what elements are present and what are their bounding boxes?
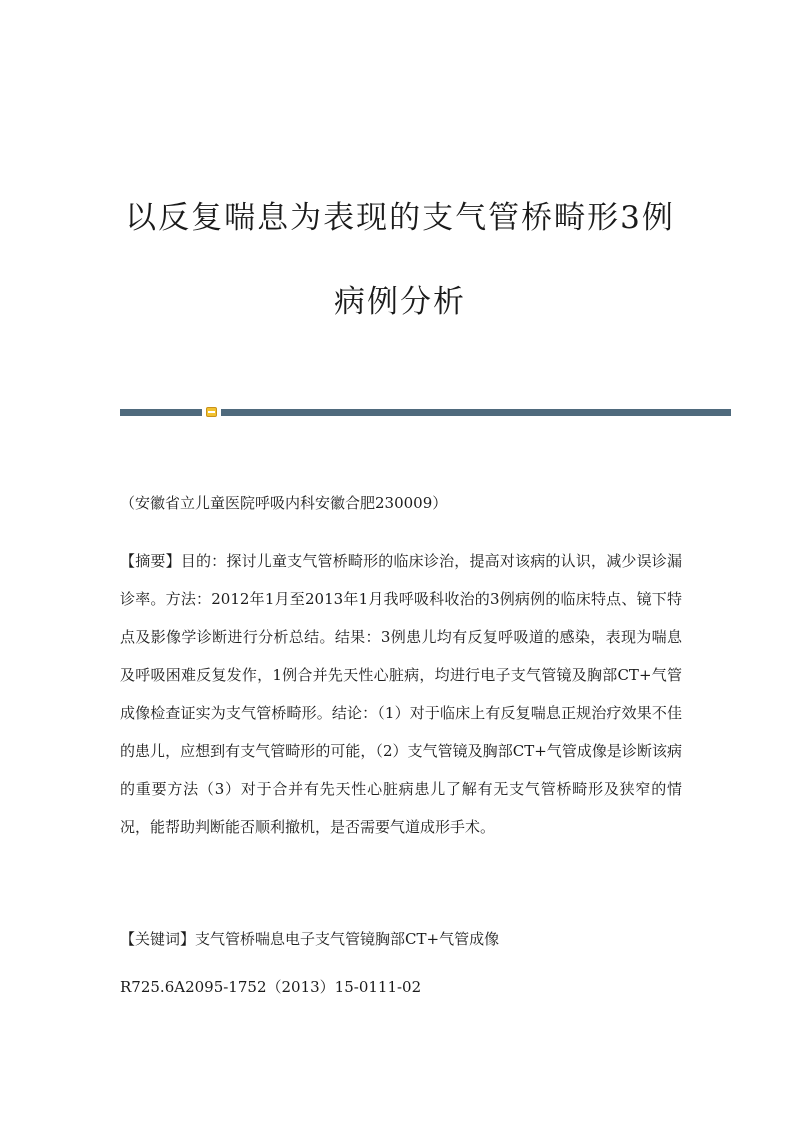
paper-title-line-1: 以反复喘息为表现的支气管桥畸形3例 — [125, 200, 675, 236]
title-divider — [120, 409, 731, 416]
abstract-label: 【摘要】 — [120, 552, 181, 570]
paper-title-line-2: 病例分析 — [334, 284, 466, 320]
classification-code: R725.6A2095-1752（2013）15-0111-02 — [120, 978, 422, 996]
keywords-label: 【关键词】 — [120, 930, 196, 948]
abstract-text: 目的：探讨儿童支气管桥畸形的临床诊治，提高对该病的认识，减少误诊漏诊率。方法：2012年1月至2013年1月我呼吸科收治的3例病例的临床特点、镜下特点及影像学诊断进行分析总结。结果：3例患儿均有反复呼吸道的感染，表现为喘息及呼吸困难反复发作，1例合并先天性心脏病，均进行电子支气管镜及胸部CT+气管成像检查证实为支气管桥畸形。结论：（1）对于临床上有反复喘息正规治疗效果不佳的患儿，应想到有支气管畸形的可能，（2）支气管镜及胸部CT+气管成像是诊断该病的重要方法（3）对于合并有先天性心脏病患儿了解有无支气管桥畸形及狭窄的情况，能帮助判断能否顺利撤机，是否需要气道成形手术。 — [120, 552, 682, 836]
keywords-line — [120, 928, 682, 949]
author-affiliation: （安徽省立儿童医院呼吸内科安徽合肥230009） — [120, 494, 448, 512]
divider-emblem-icon — [206, 407, 217, 417]
divider-bar-right — [221, 409, 731, 416]
keywords-text: 支气管桥喘息电子支气管镜胸部CT+气管成像 — [195, 930, 500, 948]
abstract-paragraph — [120, 542, 682, 846]
divider-bar-left — [120, 409, 202, 416]
